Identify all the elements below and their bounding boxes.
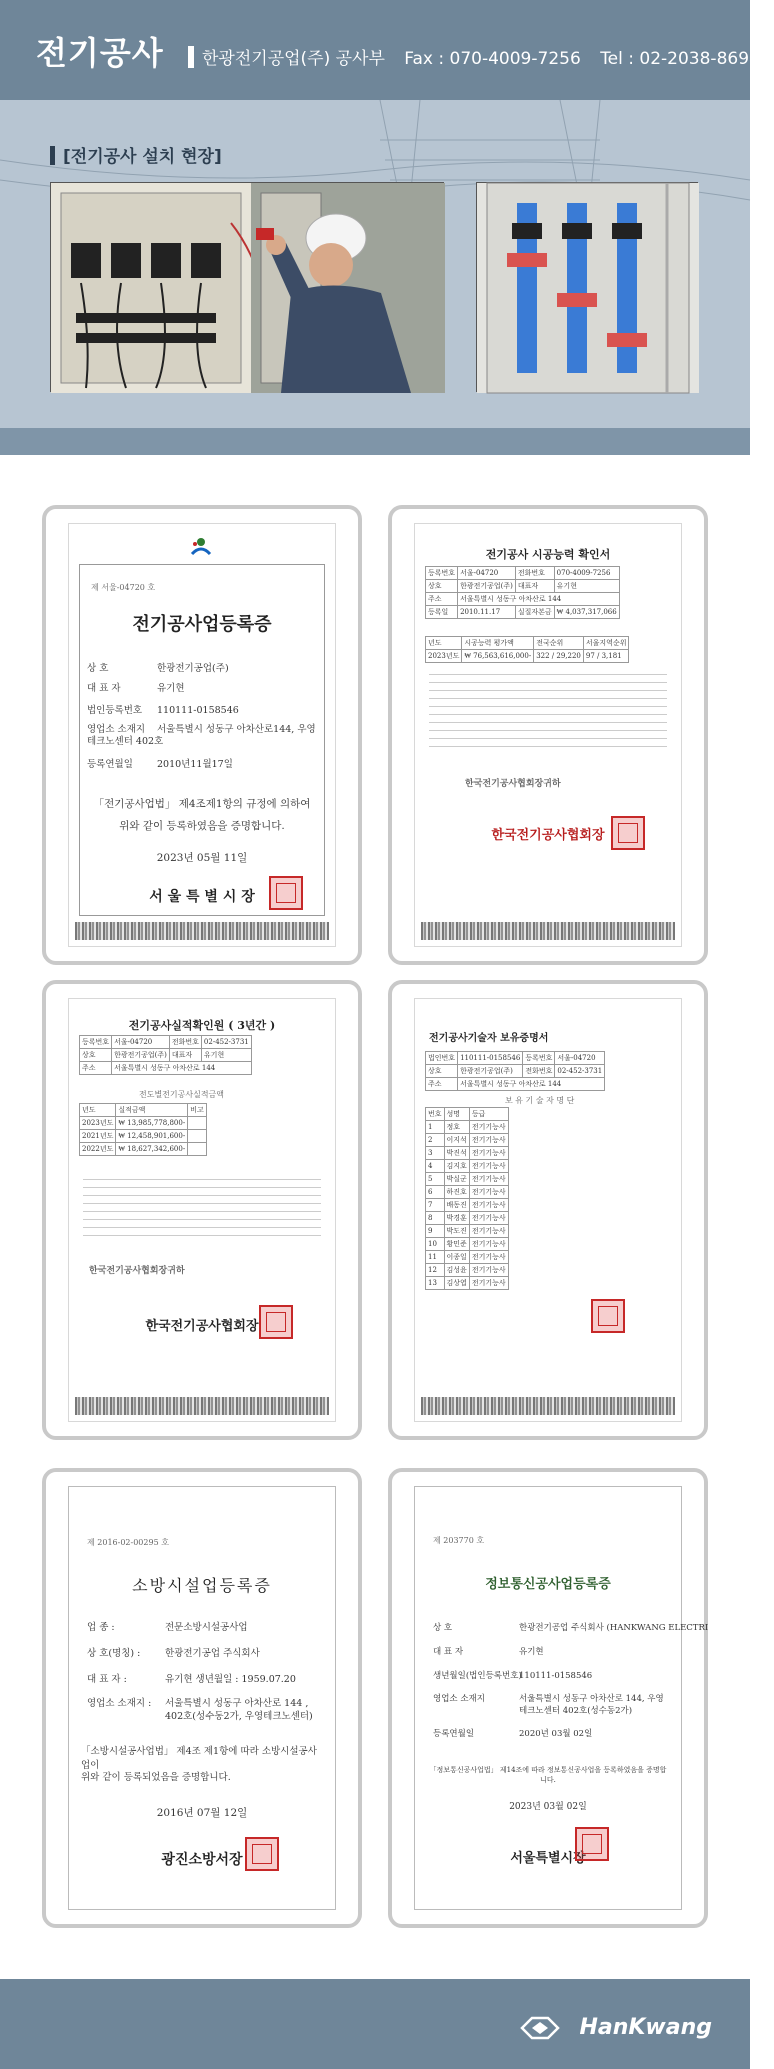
table-caption: 보 유 기 술 자 명 단 [505,1096,575,1105]
field-row: 대 표 자 : 유기현 생년월일 : 1959.07.20 [87,1674,296,1685]
text-lines [429,674,667,754]
cert-issuer: 서울특별시장 [510,1851,586,1866]
cert-title: 정보통신공사업등록증 [485,1577,611,1592]
table-caption: 전도별전기공사실적금액 [139,1090,225,1099]
info-table: 등록번호 서울-04720 전화번호 070-4009-7256 상호 한광전기공업(주) 대표자 유기현 주소 서울특별시 성동구 아차산로 144 등록일 2010.11.17 실질자본금 ₩ 4,037,317,066 [425,566,620,619]
section-label: [전기공사 설치 현장] [50,142,222,167]
cert-issuer: 서 울 특 별 시 장 [149,889,255,905]
cert-electrical-registration [42,505,362,965]
company-name: 한광전기공업(주) 공사부 [202,49,385,69]
cert-statement: 위와 같이 등록하였음을 증명합니다. [119,820,285,832]
official-seal-icon [591,1299,625,1333]
field-row: 법인등록번호 110111-0158546 [87,705,239,716]
performance-table: 년도 실적금액 비고 2023년도 ₩ 13,985,778,800- 2021년도 ₩ 12,458,901,600- 2022년도 ₩ 18,627,342,600- [79,1103,207,1156]
barcode-strip [421,1397,675,1415]
certificate-document [414,998,682,1422]
field-row: 생년월일(법인등록번호)110111-0158546 [433,1671,593,1681]
fax-number: Fax : 070-4009-7256 [404,49,581,69]
installation-photo-band [0,100,750,455]
cert-construction-capability [388,505,708,965]
certificate-document [68,1486,336,1910]
electrician-photo [50,182,444,392]
text-lines [83,1179,321,1243]
emblem-icon [189,536,213,558]
cert-telecom-registration [388,1468,708,1928]
cert-technician-holdings [388,980,708,1440]
cert-number: 제 203770 호 [433,1536,485,1545]
cert-date: 2023년 03월 02일 [509,1802,587,1812]
cert-number: 제 2016-02-00295 호 [87,1538,169,1547]
field-row: 영업소 소재지 : 서울특별시 성동구 아차산로 144 , 402호(성수동2가, 우영테크노센터) [87,1698,313,1722]
header-divider [188,46,194,68]
field-row: 영업소 소재지 서울특별시 성동구 아차산로144, 우영테크노센터 402호 [87,724,316,747]
field-row: 상 호 한광전기공업 주식회사 (HANKWANG ELECTRI [433,1623,709,1633]
official-seal-icon [259,1305,293,1339]
page-title: 전기공사 [36,34,164,72]
switchboard-photo [476,182,698,392]
field-row: 영업소 소재지 서울특별시 성동구 아차산로 144, 우영테크노센터 402호(성수동2가) [433,1694,664,1716]
field-row: 대 표 자 유기현 [433,1647,544,1657]
cert-fire-facility-registration [42,1468,362,1928]
certificate-document [68,523,336,947]
tel-number: Tel : 02-2038-8699 [600,49,760,69]
cert-title: 전기공사기술자 보유증명서 [429,1033,549,1044]
cert-title: 전기공사업등록증 [132,614,272,635]
field-row: 대 표 자 유기현 [87,683,185,694]
info-table: 법인번호 110111-0158546 등록번호 서울-04720 상호 한광전기공업(주) 전화번호 02-452-3731 주소 서울특별시 성동구 아차산로 144 [425,1051,605,1091]
cert-issuer: 한국전기공사협회장 [491,828,605,843]
certificate-document [414,523,682,947]
barcode-strip [421,922,675,940]
cert-statement: 「정보통신공사업법」 제14조에 따라 정보통신공사업을 등록하였음을 증명합니다. [429,1766,667,1784]
official-seal-icon [611,816,645,850]
cert-title: 전기공사 시공능력 확인서 [485,548,611,561]
hankwang-logo-icon [520,2015,560,2041]
cert-performance-record [42,980,362,1440]
certificate-document [414,1486,709,1910]
barcode-strip [75,1397,329,1415]
barcode-strip [75,922,329,940]
cert-statement: 「전기공사업법」 제4조제1항의 규정에 의하여 [93,798,311,810]
page-header [0,0,760,100]
cert-issuer: 한국전기공사협회장 [145,1319,259,1334]
cert-issuer: 광진소방서장 [161,1852,243,1868]
cert-recipient: 한국전기공사협회장귀하 [465,779,561,789]
field-row: 상 호(명칭) : 한광전기공업 주식회사 [87,1648,260,1659]
info-table: 등록번호 서울-04720 전화번호 02-452-3731 상호 한광전기공업(주) 대표자 유기현 주소 서울특별시 성동구 아차산로 144 [79,1035,252,1075]
official-seal-icon [269,876,303,910]
cert-statement: 「소방시설공사업법」 제4조 제1항에 따라 소방시설공사업이 [81,1746,317,1771]
cert-date: 2023년 05월 11일 [156,852,248,864]
cert-title: 전기공사실적확인원 ( 3년간 ) [128,1019,276,1032]
cert-date: 2016년 07월 12일 [156,1807,248,1819]
company-logo-text: HanKwang [579,2015,712,2040]
cert-statement: 위와 같이 등록되었음을 증명합니다. [81,1772,231,1783]
official-seal-icon [575,1827,609,1861]
certificate-document [68,998,336,1422]
cert-title: 소방시설업등록증 [132,1576,272,1595]
band-bottom-stripe [0,428,750,455]
field-row: 등록연월일 2020년 03월 02일 [433,1729,593,1739]
field-row: 상 호 한광전기공업(주) [87,663,229,674]
cert-recipient: 한국전기공사협회장귀하 [89,1266,185,1276]
cert-number: 제 서울-04720 호 [91,583,156,592]
page-footer [0,1979,750,2069]
capability-table: 년도 시공능력 평가액 전국순위 서울지역순위 2023년도 ₩ 76,563,616,000- 322 / 29,220 97 / 3,181 [425,636,629,663]
header-contact [202,44,774,69]
field-row: 등록연월일 2010년11월17일 [87,759,233,770]
field-row: 업 종 : 전문소방시설공사업 [87,1622,248,1633]
official-seal-icon [245,1837,279,1871]
technician-table: 번호 성명 등급 1 정호 전기기능사 2 이지석 전기기능사 3 박진석 전기기능사 4 김지호 전기기능사 5 박실군 전기기능사 6 하진호 전기기능사 7 배동진 전기기능사 8 박경훈 전기기능사 9 박도진 전기기능사 10 황민준 전기기능사 11 이종일 전기기능사 12 김성윤 전기기능사 13 김상엽 전기기능사 [425,1107,509,1290]
